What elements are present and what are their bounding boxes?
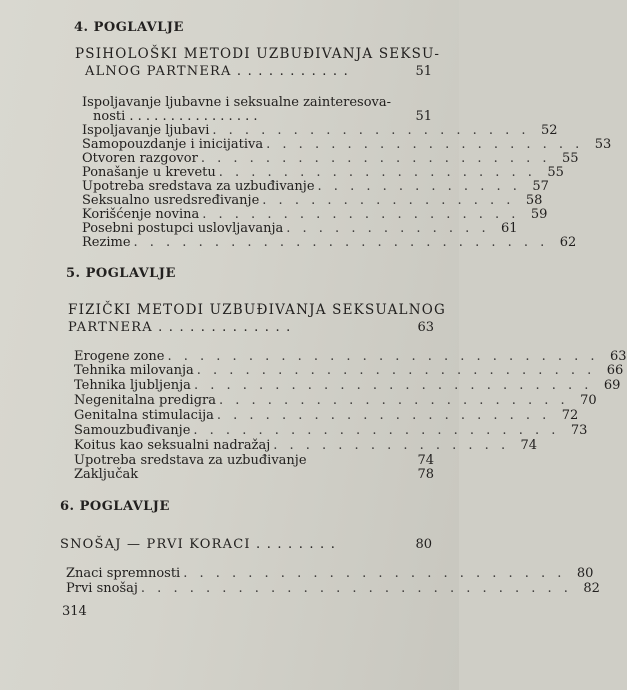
toc-entry: Seksualno usredsređivanje . . . . . . . . . . . . . . . . 58 bbox=[82, 193, 543, 208]
page-number: 70 bbox=[580, 393, 597, 408]
page-folio: 314 bbox=[62, 604, 87, 619]
page-number: 59 bbox=[530, 207, 548, 222]
entry-label: Upotreba sredstava za uzbuđivanje bbox=[74, 453, 307, 468]
entry-label: Genitalna stimulacija bbox=[74, 408, 214, 423]
toc-entry bbox=[93, 109, 432, 124]
page-number: 51 bbox=[415, 64, 432, 79]
entry-label: Samopouzdanje i inicijativa bbox=[82, 137, 264, 152]
page-number: 78 bbox=[417, 467, 434, 482]
toc-entry: Posebni postupci uslovljavanja . . . . . . . . . . . . . 61 bbox=[82, 221, 518, 236]
toc-entry: Tehnika milovanja . . . . . . . . . . . . . . . . . . . . . . . . . 66 bbox=[74, 363, 624, 378]
entry-label: nosti . . . . . . . . . . . . . . . . bbox=[93, 109, 258, 124]
entry-label: Znaci spremnosti bbox=[66, 566, 181, 581]
page-number: 55 bbox=[561, 151, 579, 166]
entry-label: Samouzbuđivanje bbox=[74, 423, 191, 438]
entry-label: Ispoljavanje ljubavne i seksualne zainteresova- bbox=[82, 95, 392, 110]
toc-entry: Ispoljavanje ljubavi . . . . . . . . . . . . . . . . . . . . 52 bbox=[82, 123, 558, 138]
toc-entry: Erogene zone . . . . . . . . . . . . . . . . . . . . . . . . . . . 63 bbox=[74, 349, 627, 364]
page-number: 69 bbox=[603, 378, 621, 393]
entry-label: Korišćenje novina bbox=[82, 207, 200, 222]
section-title-cont: ALNOG PARTNERA . . . . . . . . . . . bbox=[85, 64, 349, 79]
toc-entry bbox=[82, 95, 432, 110]
section-title-row bbox=[68, 320, 434, 335]
section-title-cont: PARTNERA . . . . . . . . . . . . . bbox=[68, 320, 292, 335]
section-title: FIZIČKI METODI UZBUĐIVANJA SEKSUALNOG bbox=[68, 302, 446, 318]
entry-label: Tehnika ljubljenja bbox=[74, 378, 191, 393]
toc-entry bbox=[74, 453, 434, 468]
toc-entry: Ponašanje u krevetu . . . . . . . . . . . . . . . . . . . . 55 bbox=[82, 165, 564, 180]
chapter-heading: 5. POGLAVLJE bbox=[66, 266, 176, 281]
toc-entry: Tehnika ljubljenja . . . . . . . . . . . . . . . . . . . . . . . . . 69 bbox=[74, 378, 621, 393]
page-number: 66 bbox=[606, 363, 624, 378]
page-number: 58 bbox=[525, 193, 543, 208]
toc-entry: Genitalna stimulacija . . . . . . . . . . . . . . . . . . . . . 72 bbox=[74, 408, 579, 423]
page-number: 74 bbox=[520, 438, 538, 453]
toc-entry: Upotreba sredstava za uzbuđivanje . . . . . . . . . . . . . 57 bbox=[82, 179, 549, 194]
entry-label: Erogene zone bbox=[74, 349, 165, 364]
chapter-heading: 6. POGLAVLJE bbox=[60, 499, 170, 514]
page-number: 62 bbox=[559, 235, 577, 250]
page-number: 80 bbox=[415, 537, 432, 552]
page-number: 57 bbox=[532, 179, 549, 194]
toc-entry: Samopouzdanje i inicijativa . . . . . . . . . . . . . . . . . . . . 53 bbox=[82, 137, 612, 152]
toc-entry: Negenitalna predigra . . . . . . . . . . . . . . . . . . . . . . 70 bbox=[74, 393, 597, 408]
chapter-heading: 4. POGLAVLJE bbox=[74, 20, 184, 35]
page-number: 74 bbox=[417, 453, 434, 468]
entry-label: Negenitalna predigra bbox=[74, 393, 216, 408]
toc-entry: Otvoren razgovor . . . . . . . . . . . . . . . . . . . . . . 55 bbox=[82, 151, 579, 166]
section-title-row bbox=[60, 537, 432, 552]
entry-label: Koitus kao seksualni nadražaj bbox=[74, 438, 271, 453]
section-title: SNOŠAJ — PRVI KORACI . . . . . . . . bbox=[60, 537, 337, 552]
entry-label: Rezime bbox=[82, 235, 131, 250]
entry-label: Otvoren razgovor bbox=[82, 151, 198, 166]
entry-label: Tehnika milovanja bbox=[74, 363, 194, 378]
toc-entry: Samouzbuđivanje . . . . . . . . . . . . . . . . . . . . . . . 73 bbox=[74, 423, 588, 438]
entry-label: Zaključak bbox=[74, 467, 139, 482]
toc-entry: Prvi snošaj . . . . . . . . . . . . . . . . . . . . . . . . . . . 82 bbox=[66, 581, 600, 596]
section-title: PSIHOLOŠKI METODI UZBUĐIVANJA SEKSU- bbox=[75, 46, 441, 62]
section-title-row bbox=[85, 64, 432, 79]
toc-entry bbox=[74, 467, 434, 482]
page-number: 73 bbox=[570, 423, 588, 438]
page-number: 51 bbox=[415, 109, 432, 124]
page-number: 52 bbox=[540, 123, 558, 138]
page-number: 80 bbox=[576, 566, 594, 581]
page-number: 53 bbox=[594, 137, 612, 152]
toc-entry: Znaci spremnosti . . . . . . . . . . . . . . . . . . . . . . . . 80 bbox=[66, 566, 594, 581]
entry-label: Prvi snošaj bbox=[66, 581, 138, 596]
entry-label: Ponašanje u krevetu bbox=[82, 165, 216, 180]
page-number: 63 bbox=[417, 320, 434, 335]
page-number: 61 bbox=[501, 221, 518, 236]
page-number: 72 bbox=[561, 408, 579, 423]
entry-label: Posebni postupci uslovljavanja bbox=[82, 221, 284, 236]
page-number: 82 bbox=[583, 581, 600, 596]
toc-entry: Korišćenje novina . . . . . . . . . . . . . . . . . . . . 59 bbox=[82, 207, 548, 222]
page-number: 63 bbox=[609, 349, 627, 364]
entry-label: Upotreba sredstava za uzbuđivanje bbox=[82, 179, 315, 194]
entry-label: Ispoljavanje ljubavi bbox=[82, 123, 210, 138]
page-number: 55 bbox=[547, 165, 564, 180]
toc-entry: Koitus kao seksualni nadražaj . . . . . . . . . . . . . . . 74 bbox=[74, 438, 538, 453]
entry-label: Seksualno usredsređivanje bbox=[82, 193, 260, 208]
toc-entry: Rezime . . . . . . . . . . . . . . . . . . . . . . . . . . 62 bbox=[82, 235, 577, 250]
